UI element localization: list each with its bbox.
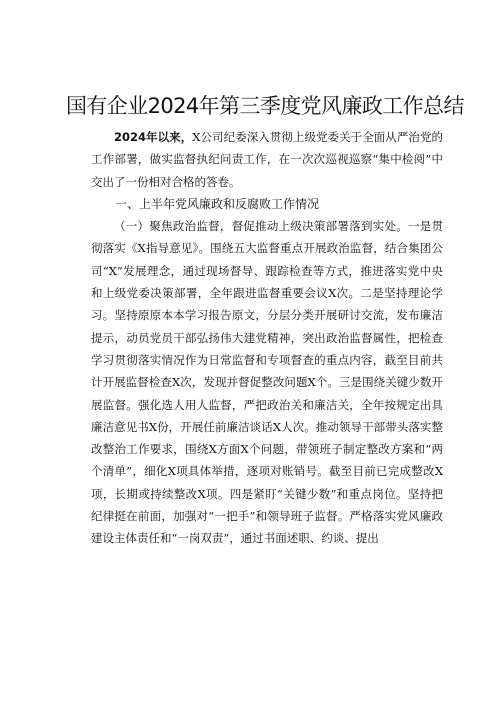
document-title: 国有企业2024年第三季度党风廉政工作总结: [66, 94, 464, 118]
intro-paragraph: [91, 126, 443, 193]
body-paragraph: （一）聚焦政治监督，督促推动上级决策部署落到实处。一是贯彻落实《X指导意见》。围绕五大监督重点开展政治监督，结合集团公司“X”发展理念，通过现场督导、跟踪检查等方式，推进落实党中央和上级党委决策部署，全年跟进监督重要会议X次。二是坚持理论学习。坚持原原本本学习报告原文，分层分类开展研讨交流，发布廉洁提示，动员党员干部弘扬伟大建党精神，突出政治监督属性，把检查学习贯彻落实情况作为日常监督和专项督查的重点内容，截至目前共计开展监督检查X次，发现并督促整改问题X个。三是围绕关键少数开展监督。强化选人用人监督，严把政治关和廉洁关，全年按规定出具廉洁意见书X份，开展任前廉洁谈话X人次。推动领导干部带头落实整改整治工作要求，围绕X方面X个问题，带领班子制定整改方案和“两个清单”，细化X项具体举措，逐项对账销号。截至目前已完成整改X项，长期或持续整改X项。四是紧盯“关键少数”和重点岗位。坚持把纪律挺在前面，加强对“一把手”和领导班子监督。严格落实党风廉政建设主体责任和“一岗双责”，通过书面述职、约谈、提出: [91, 219, 443, 546]
document-body: [91, 126, 443, 550]
intro-text: X公司纪委深入贯彻上级党委关于全面从严治党的工作部署，做实监督执纪问责工作，在一次次巡视巡察“集中检阅”中交出了一份相对合格的答卷。: [91, 130, 443, 189]
section-heading: 一、上半年党风廉政和反腐败工作情况: [115, 196, 320, 211]
intro-lead: 2024年以来，: [114, 130, 193, 144]
